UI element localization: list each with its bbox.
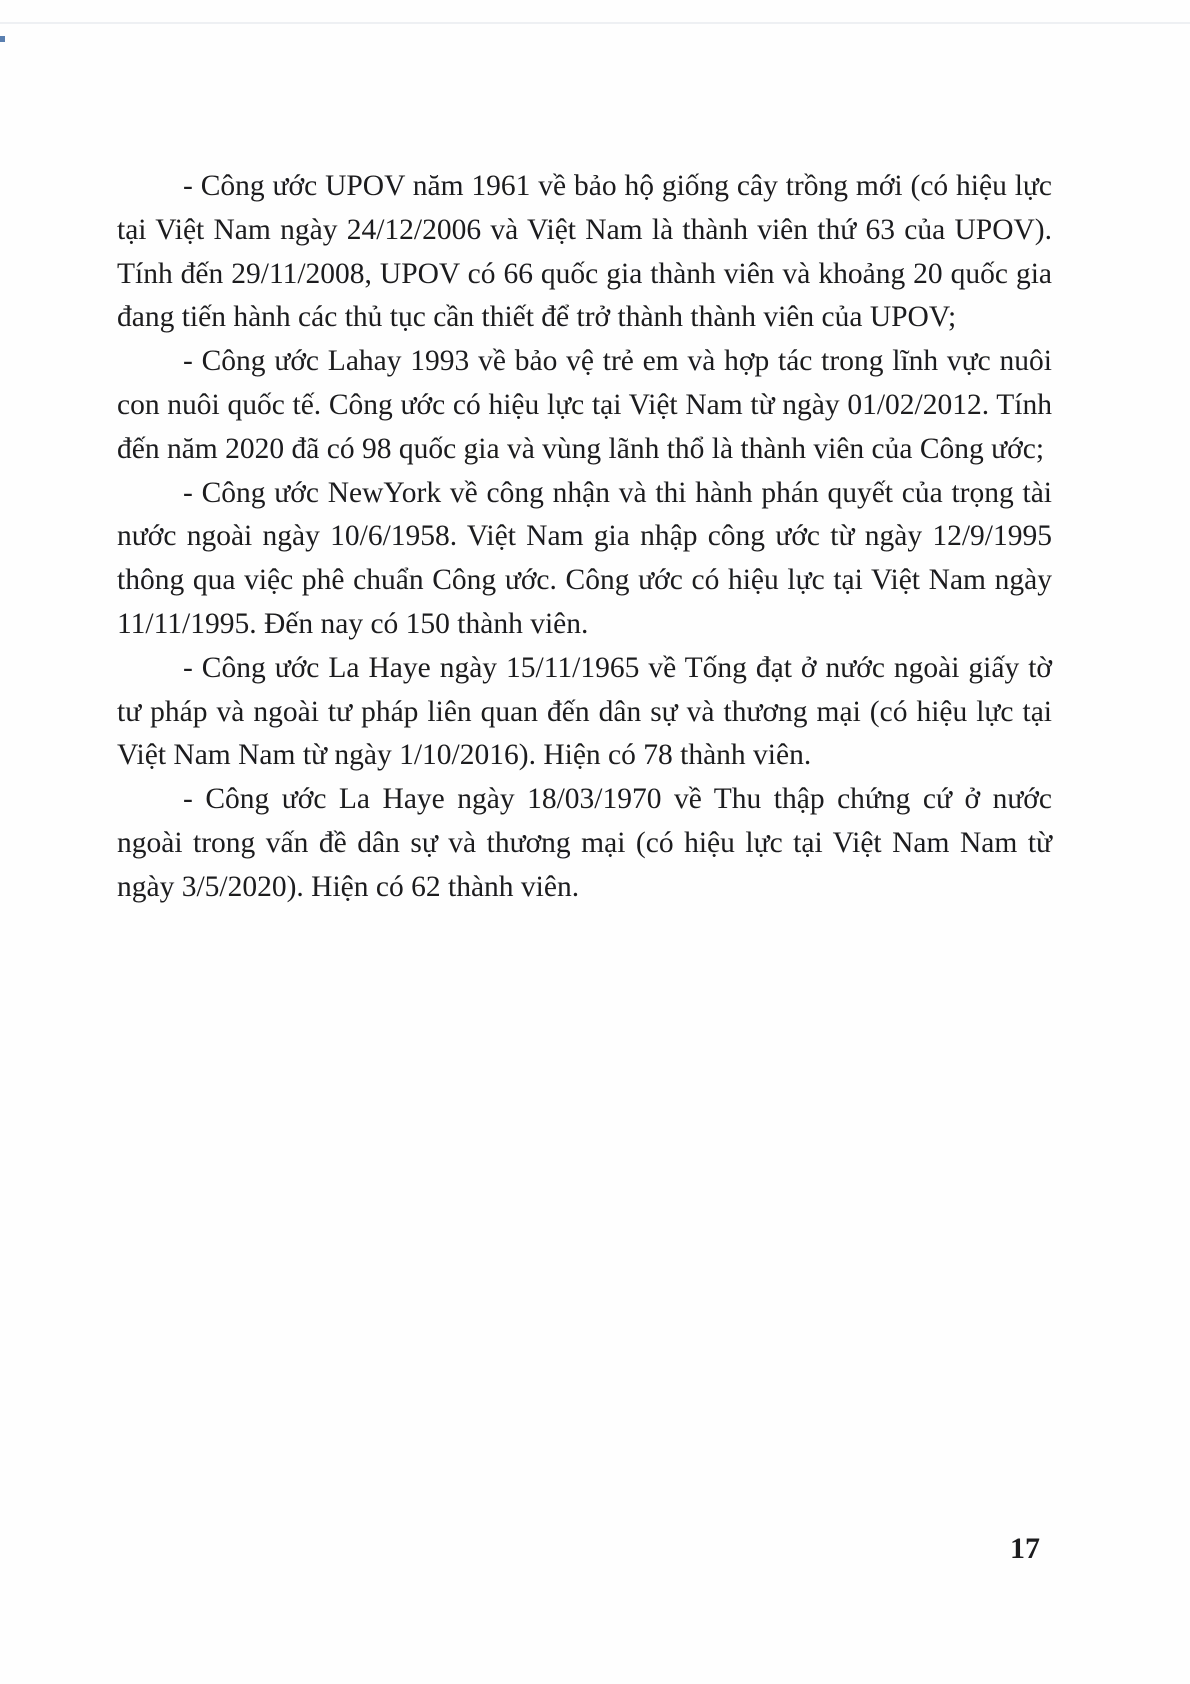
paragraph-upov: - Công ước UPOV năm 1961 về bảo hộ giống cây trồng mới (có hiệu lực tại Việt Nam ngày 24/12/2006 và Việt Nam là thành viên thứ 63 của UPOV). Tính đến 29/11/2008, UPOV có 66 quốc gia thành viên và khoảng 20 quốc gia đang tiến hành các thủ tục cần thiết để trở thành thành viên của UPOV; <box>117 170 1052 334</box>
paragraph-la-haye-1965: - Công ước La Haye ngày 15/11/1965 về Tống đạt ở nước ngoài giấy tờ tư pháp và ngoài tư pháp liên quan đến dân sự và thương mại (có hiệu lực tại Việt Nam Nam từ ngày 1/10/2016). Hiện có 78 thành viên. <box>117 651 1052 772</box>
page-top-edge <box>0 22 1190 24</box>
paragraph-lahay-1993: - Công ước Lahay 1993 về bảo vệ trẻ em và hợp tác trong lĩnh vực nuôi con nuôi quốc tế. Công ước có hiệu lực tại Việt Nam từ ngày 01/02/2012. Tính đến năm 2020 đã có 98 quốc gia và vùng lãnh thổ là thành viên của Công ước; <box>117 345 1052 465</box>
body-text <box>117 165 1052 910</box>
page-number: 17 <box>1010 1532 1040 1565</box>
paragraph-newyork: - Công ước NewYork về công nhận và thi hành phán quyết của trọng tài nước ngoài ngày 10/6/1958. Việt Nam gia nhập công ước từ ngày 12/9/1995 thông qua việc phê chuẩn Công ước. Công ước có hiệu lực tại Việt Nam ngày 11/11/1995. Đến nay có 150 thành viên. <box>117 476 1052 640</box>
paragraph-la-haye-1970: - Công ước La Haye ngày 18/03/1970 về Thu thập chứng cứ ở nước ngoài trong vấn đề dân sự và thương mại (có hiệu lực tại Việt Nam Nam từ ngày 3/5/2020). Hiện có 62 thành viên. <box>117 783 1052 903</box>
scan-corner-mark <box>0 36 5 42</box>
